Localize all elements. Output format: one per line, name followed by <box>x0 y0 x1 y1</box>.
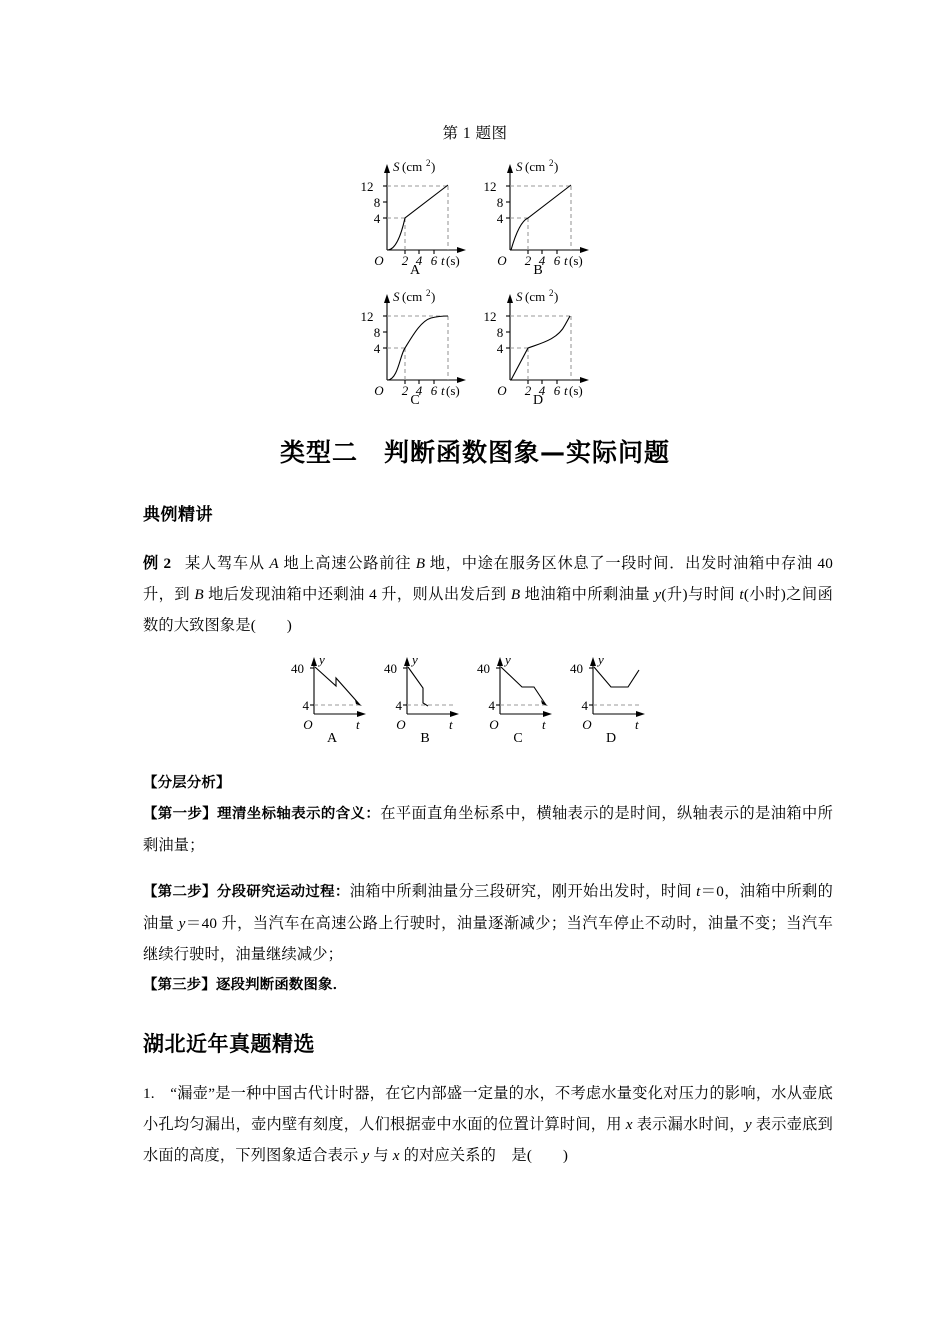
top-graph-label-a: A <box>409 263 421 278</box>
svg-text:O: O <box>582 717 592 732</box>
svg-text:4: 4 <box>538 253 546 268</box>
q1-text-d: 与 <box>369 1147 393 1164</box>
top-graph-label-b: B <box>533 263 543 278</box>
svg-text:40: 40 <box>477 661 490 676</box>
example-var-b: B <box>415 555 426 572</box>
svg-text:(cm: (cm <box>525 289 546 304</box>
svg-text:(s): (s) <box>569 383 583 398</box>
svg-text:O: O <box>303 717 313 732</box>
svg-text:t: t <box>635 717 639 732</box>
svg-text:40: 40 <box>384 661 397 676</box>
analysis-step-1 <box>143 798 833 861</box>
svg-text:t: t <box>564 253 568 268</box>
example-paragraph <box>143 548 833 641</box>
q1-var-y2: y <box>362 1147 370 1164</box>
mid-graph-label-d: D <box>605 731 617 746</box>
svg-text:(cm: (cm <box>402 159 423 174</box>
svg-text:6: 6 <box>553 253 561 268</box>
step2-text-a: 油箱中所剩油量分三段研究，刚开始出发时，时间 <box>349 883 697 900</box>
svg-text:y: y <box>598 652 604 667</box>
question-1-paragraph <box>143 1078 833 1171</box>
mid-graph-label-b: B <box>420 731 430 746</box>
svg-text:O: O <box>497 383 507 398</box>
top-graph-panel-a <box>355 155 475 277</box>
svg-text:y: y <box>505 652 511 667</box>
analysis-step-2 <box>143 876 833 970</box>
svg-text:12: 12 <box>360 309 374 324</box>
svg-text:12: 12 <box>483 309 497 324</box>
analysis-title <box>143 767 833 799</box>
svg-text:12: 12 <box>483 179 497 194</box>
section-heading-dianli-jingjiang: 典例精讲 <box>143 505 213 525</box>
q1-text-b: 表示漏水时间， <box>632 1116 745 1133</box>
svg-text:4: 4 <box>415 383 423 398</box>
example-text-4: 地后发现油箱中还剩油 4 升，则从出发后到 <box>203 586 511 603</box>
example-var-y: y <box>654 586 662 603</box>
svg-text:4: 4 <box>395 698 402 713</box>
example-text-6: (升)与时间 <box>661 586 740 603</box>
svg-text:8: 8 <box>496 325 504 340</box>
top-graph-panel-d <box>478 285 598 407</box>
svg-text:4: 4 <box>488 698 495 713</box>
svg-text:4: 4 <box>496 211 504 226</box>
svg-text:O: O <box>374 253 384 268</box>
example-text-5: 地油箱中所剩油量 <box>520 586 655 603</box>
q1-text-e: 的对应关系的 是( ) <box>399 1147 569 1164</box>
example-text-2: 地上高速公路前往 <box>278 555 416 572</box>
svg-text:): ) <box>554 289 559 304</box>
analysis-step-3 <box>143 969 833 1001</box>
step2-text-b: ＝0，油箱中所剩的油量 <box>143 883 833 932</box>
top-graph-label-c: C <box>410 393 420 408</box>
svg-text:S: S <box>393 289 400 304</box>
example-number: 例 2 <box>143 555 172 572</box>
mid-graph-panel-c <box>474 652 562 747</box>
svg-text:40: 40 <box>570 661 583 676</box>
step2-label: 【第二步】分段研究运动过程： <box>143 884 350 900</box>
page-title: 类型二 判断函数图象—实际问题 <box>279 438 670 467</box>
q1-text-a: “漏壶”是一种中国古代计时器，在它内部盛一定量的水，不考虑水量变化对压力的影响，水从壶底小孔均匀漏出，壶内壁有刻度，人们根据壶中水面的位置计算时间，用 <box>143 1085 833 1133</box>
example-text-3: 地，中途在服务区休息了一段时间．出发时油箱中存油 40 升，到 <box>143 555 833 603</box>
svg-text:4: 4 <box>538 383 546 398</box>
svg-text:O: O <box>374 383 384 398</box>
svg-text:2: 2 <box>549 158 554 168</box>
step1-text: 在平面直角坐标系中，横轴表示的是时间，纵轴表示的是油箱中所剩油量； <box>143 805 833 854</box>
svg-text:4: 4 <box>581 698 588 713</box>
svg-text:(cm: (cm <box>525 159 546 174</box>
question-1-number: 1. <box>143 1085 155 1102</box>
svg-text:2: 2 <box>426 158 431 168</box>
example-text-1: 某人驾车从 <box>185 555 270 572</box>
svg-text:t: t <box>449 717 453 732</box>
step2-var-y: y <box>178 915 186 932</box>
mid-graph-label-a: A <box>326 731 338 746</box>
top-graph-panel-c <box>355 285 475 407</box>
svg-text:2: 2 <box>401 383 409 398</box>
svg-text:2: 2 <box>524 383 532 398</box>
svg-text:4: 4 <box>373 341 381 356</box>
top-graph-label-d: D <box>532 393 544 408</box>
svg-text:8: 8 <box>496 195 504 210</box>
example-var-b2: B <box>194 586 204 603</box>
example-var-b3: B <box>510 586 521 603</box>
svg-text:4: 4 <box>496 341 504 356</box>
svg-text:O: O <box>396 717 406 732</box>
example-var-a: A <box>269 555 279 572</box>
svg-text:6: 6 <box>553 383 561 398</box>
svg-text:t: t <box>441 253 445 268</box>
svg-text:6: 6 <box>430 383 438 398</box>
svg-text:(cm: (cm <box>402 289 423 304</box>
example-var-t: t <box>739 586 744 603</box>
svg-text:(s): (s) <box>446 383 460 398</box>
svg-text:S: S <box>516 289 523 304</box>
svg-text:8: 8 <box>373 195 381 210</box>
svg-text:t: t <box>356 717 360 732</box>
svg-text:12: 12 <box>360 179 374 194</box>
mid-graph-panel-d <box>567 652 655 747</box>
q1-var-y: y <box>744 1116 752 1133</box>
top-figure-group <box>355 155 605 408</box>
svg-text:(s): (s) <box>569 253 583 268</box>
svg-text:O: O <box>497 253 507 268</box>
svg-text:): ) <box>431 289 436 304</box>
figure-caption: 第 1 题图 <box>442 125 508 142</box>
svg-text:): ) <box>554 159 559 174</box>
svg-text:S: S <box>516 159 523 174</box>
top-graph-panel-b <box>478 155 598 277</box>
svg-text:6: 6 <box>430 253 438 268</box>
svg-text:40: 40 <box>291 661 304 676</box>
svg-text:O: O <box>489 717 499 732</box>
svg-text:t: t <box>441 383 445 398</box>
svg-text:4: 4 <box>373 211 381 226</box>
q1-var-x: x <box>625 1116 633 1133</box>
step2-text-c: ＝40 升，当汽车在高速公路上行驶时，油量逐渐减少；当汽车停止不动时，油量不变；当汽车继续行驶时，油量继续减少； <box>143 915 833 963</box>
q1-text-c: 表示壶底到水面的高度，下列图象适合表示 <box>143 1116 833 1164</box>
mid-graph-panel-a <box>288 652 376 747</box>
svg-text:t: t <box>564 383 568 398</box>
q1-var-x2: x <box>392 1147 400 1164</box>
mid-figure-group <box>288 652 663 747</box>
svg-text:2: 2 <box>549 288 554 298</box>
svg-text:2: 2 <box>401 253 409 268</box>
svg-text:(s): (s) <box>446 253 460 268</box>
svg-text:8: 8 <box>373 325 381 340</box>
svg-text:2: 2 <box>524 253 532 268</box>
step3-label: 【第三步】逐段判断函数图象． <box>143 977 348 993</box>
svg-text:2: 2 <box>426 288 431 298</box>
analysis-title-text: 【分层分析】 <box>143 775 231 791</box>
svg-text:t: t <box>542 717 546 732</box>
svg-text:y: y <box>412 652 418 667</box>
section-heading-hubei: 湖北近年真题精选 <box>143 1032 315 1056</box>
example-text-7: (小时)之间函数的大致图象是( ) <box>143 586 833 634</box>
step1-label: 【第一步】理清坐标轴表示的含义： <box>143 806 381 822</box>
svg-text:y: y <box>319 652 325 667</box>
mid-graph-label-c: C <box>513 731 523 746</box>
svg-text:4: 4 <box>415 253 423 268</box>
svg-text:): ) <box>431 159 436 174</box>
svg-text:S: S <box>393 159 400 174</box>
step2-var-t: t <box>696 883 701 900</box>
mid-graph-panel-b <box>381 652 469 747</box>
svg-text:4: 4 <box>302 698 309 713</box>
